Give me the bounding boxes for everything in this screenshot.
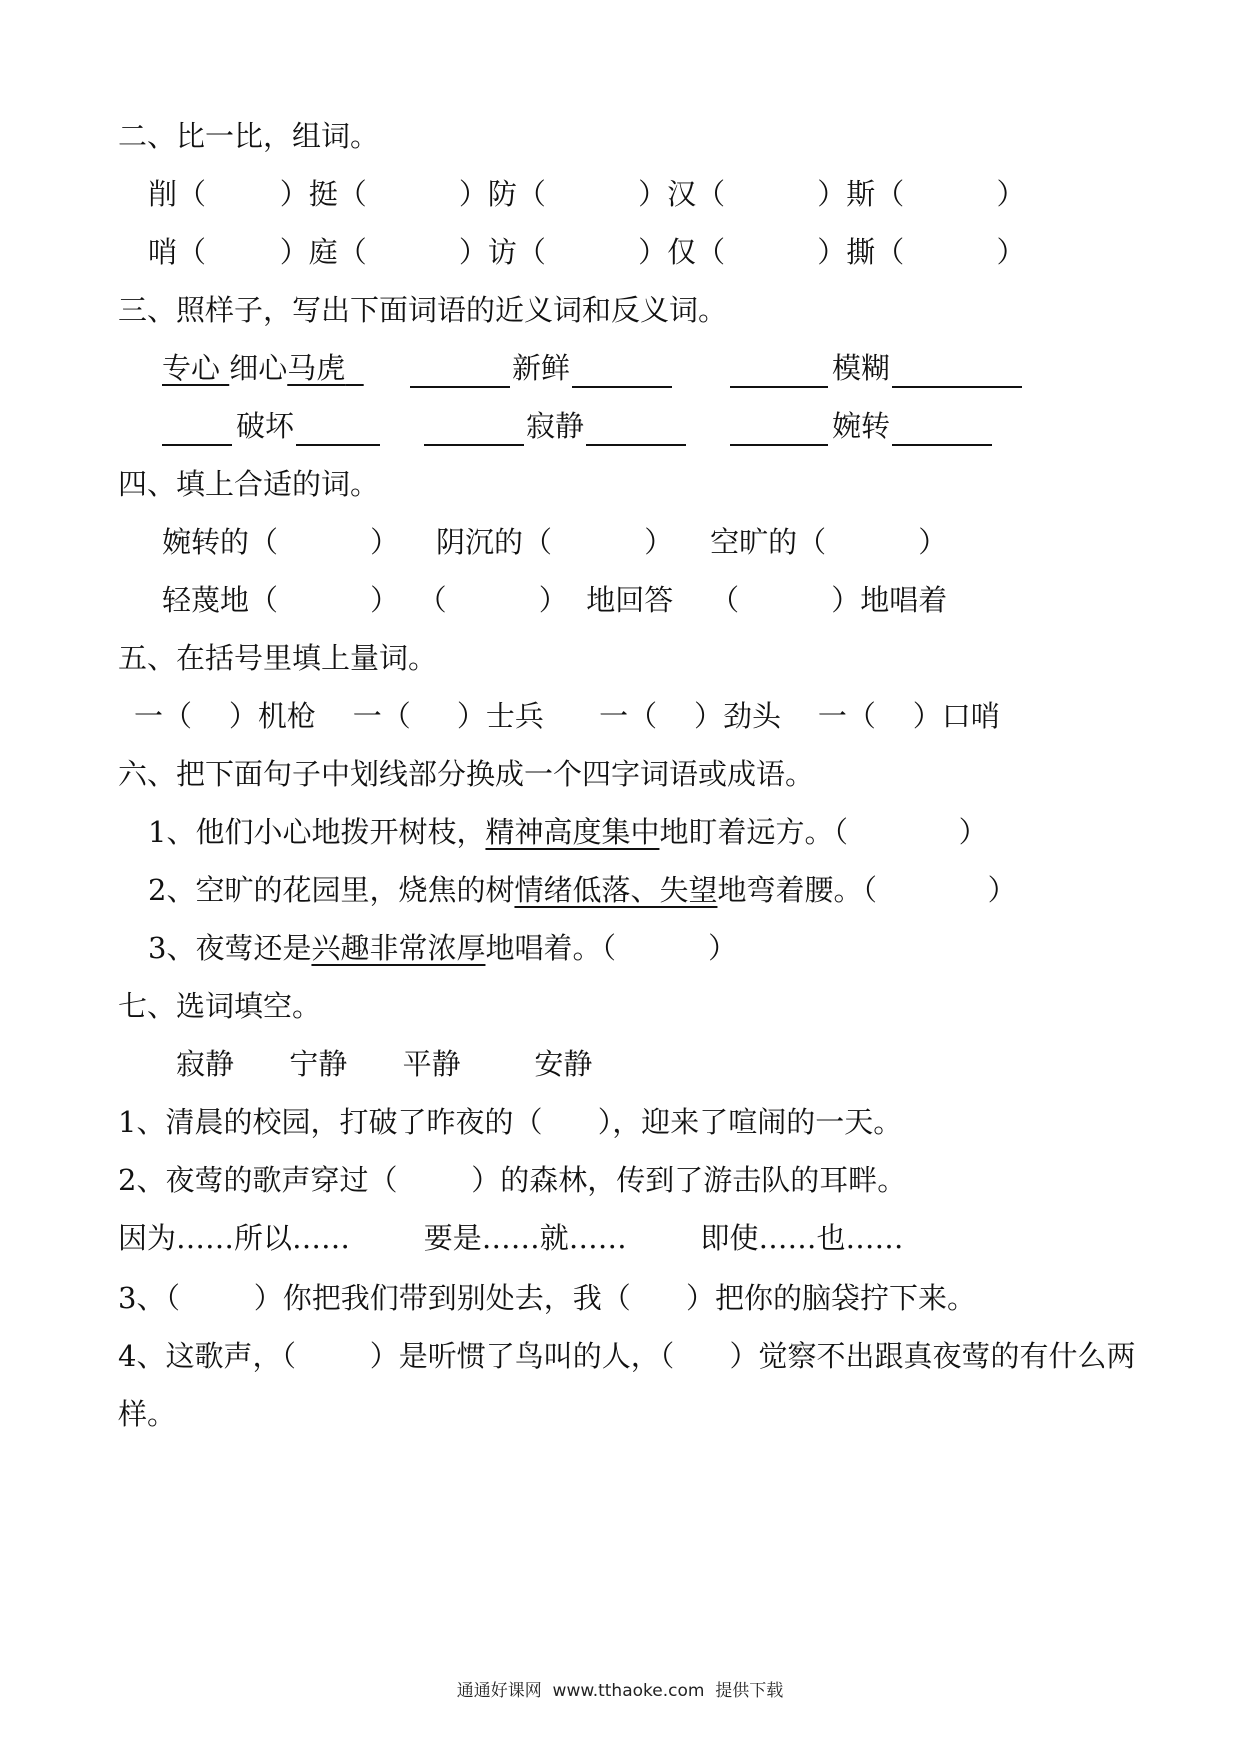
section-6-question-2: 2、空旷的花园里，烧焦的树情绪低落、失望地弯着腰。（ ） <box>148 873 1017 907</box>
section-5-row-1: 一（ ）机枪 一（ ）士兵 一（ ）劲头 一（ ）口哨 <box>134 699 1000 733</box>
answer-blank[interactable] <box>296 414 380 446</box>
section-4-row-2: 轻蔑地（ ） （ ） 地回答 （ ）地唱着 <box>162 583 948 617</box>
word-mohu: 模糊 <box>832 351 891 385</box>
answer-blank[interactable] <box>892 356 1022 388</box>
answer-blank[interactable] <box>410 356 510 388</box>
section-2-row-1: 削（ ）挺（ ）防（ ）汉（ ）斯（ ） <box>148 177 1026 211</box>
answer-blank[interactable] <box>586 414 686 446</box>
section-7-question-2: 2、夜莺的歌声穿过（ ）的森林，传到了游击队的耳畔。 <box>118 1163 907 1197</box>
section-7-question-3: 3、（ ）你把我们带到别处去，我（ ）把你的脑袋拧下来。 <box>118 1281 977 1315</box>
connective-choices: 因为……所以…… 要是……就…… 即使……也…… <box>118 1221 904 1255</box>
answer-blank[interactable] <box>730 414 828 446</box>
section-3-title: 三、照样子，写出下面词语的近义词和反义词。 <box>118 293 728 327</box>
section-7-question-4: 4、这歌声，（ ）是听惯了鸟叫的人，（ ）觉察不出跟真夜莺的有什么两 <box>118 1339 1136 1373</box>
section-7-question-1: 1、清晨的校园，打破了昨夜的（ ），迎来了喧闹的一天。 <box>118 1105 903 1139</box>
section-6-question-1: 1、他们小心地拨开树枝，精神高度集中地盯着远方。（ ） <box>148 815 988 849</box>
section-5-title: 五、在括号里填上量词。 <box>118 641 438 675</box>
example-antonym: 马虎 <box>287 351 346 385</box>
word-wanzhuan: 婉转 <box>832 409 891 443</box>
example-synonym: 专心 <box>162 351 221 385</box>
example-word: 细心 <box>229 351 288 385</box>
word-choices: 寂静 宁静 平静 安静 <box>176 1047 593 1081</box>
section-4-title: 四、填上合适的词。 <box>118 467 380 501</box>
section-6-question-3: 3、夜莺还是兴趣非常浓厚地唱着。（ ） <box>148 931 738 965</box>
answer-blank[interactable] <box>424 414 524 446</box>
page-footer: 通通好课网 www.tthaoke.com 提供下载 <box>456 1681 784 1701</box>
section-3-row-1 <box>162 348 364 388</box>
answer-blank[interactable] <box>162 414 232 446</box>
section-4-row-1: 婉转的（ ） 阴沉的（ ） 空旷的（ ） <box>162 525 948 559</box>
answer-blank[interactable] <box>892 414 992 446</box>
section-6-title: 六、把下面句子中划线部分换成一个四字词语或成语。 <box>118 757 815 791</box>
word-jijing: 寂静 <box>526 409 585 443</box>
answer-blank[interactable] <box>572 356 672 388</box>
section-7-title: 七、选词填空。 <box>118 989 322 1023</box>
answer-blank[interactable] <box>730 356 828 388</box>
section-2-row-2: 哨（ ）庭（ ）访（ ）仅（ ）撕（ ） <box>148 235 1026 269</box>
underlined-phrase: 兴趣非常浓厚 <box>311 931 486 965</box>
section-7-question-4-continued: 样。 <box>118 1397 177 1431</box>
word-xinxian: 新鲜 <box>512 351 571 385</box>
underlined-phrase: 情绪低落、失望 <box>514 873 718 907</box>
underlined-phrase: 精神高度集中 <box>485 815 660 849</box>
word-pohuai: 破坏 <box>236 409 295 443</box>
section-2-title: 二、比一比，组词。 <box>118 119 380 153</box>
